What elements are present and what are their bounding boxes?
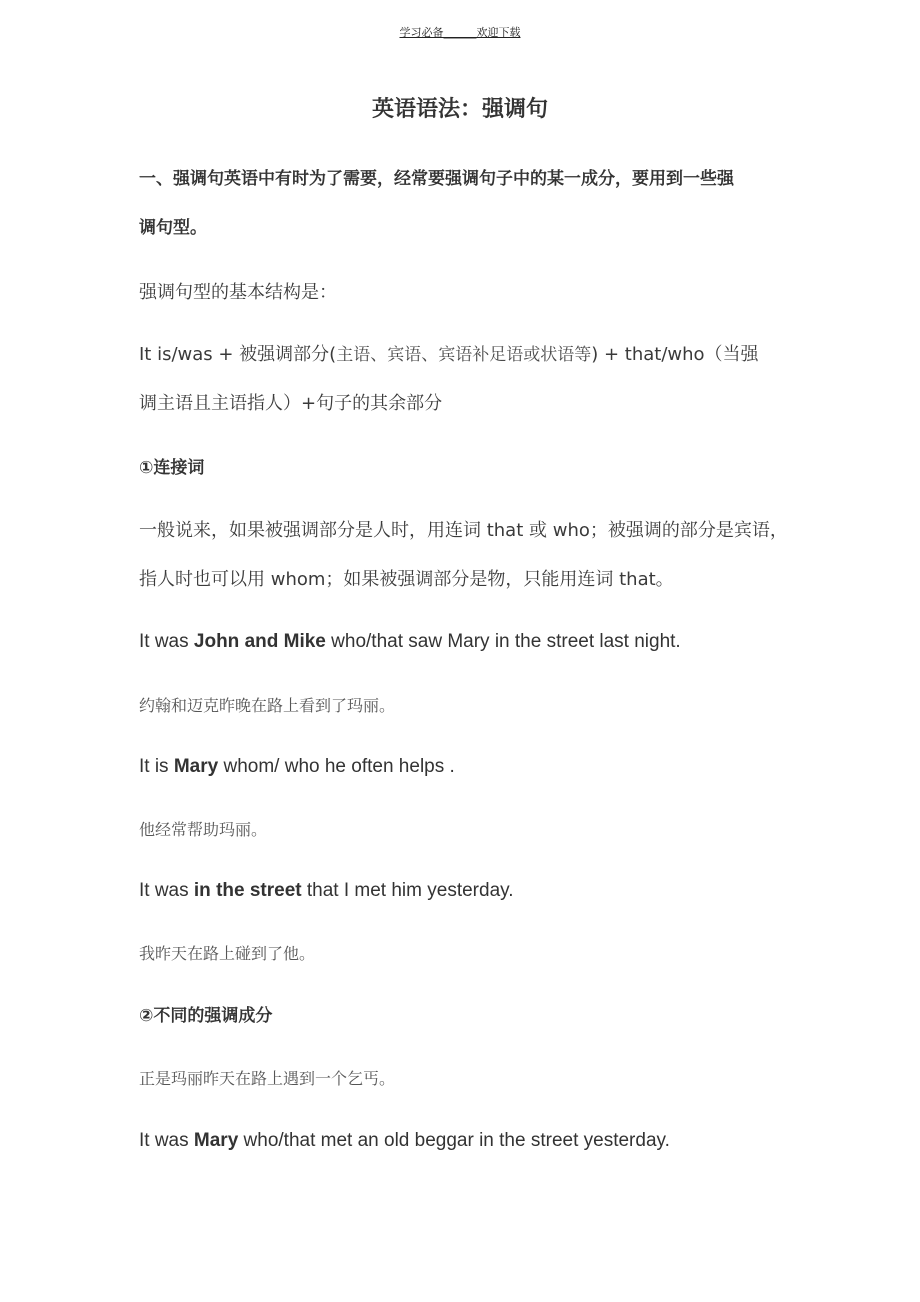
example-1-pre: It was <box>139 631 194 652</box>
structure-line1 <box>139 342 799 368</box>
example-translation-3: 我昨天在路上碰到了他。 <box>139 944 316 963</box>
example-translation-4: 正是玛丽昨天在路上遇到一个乞丐。 <box>139 1069 396 1088</box>
example-3-post: that I met him yesterday. <box>301 880 514 901</box>
connector-line2: 指人时也可以用 whom；如果被强调部分是物，只能用连词 that。 <box>139 569 674 590</box>
connector-line1: 一般说来，如果被强调部分是人时，用连词 that 或 who；被强调的部分是宾语， <box>139 520 788 541</box>
example-translation-1: 约翰和迈克昨晚在路上看到了玛丽。 <box>139 696 396 715</box>
example-2-post: whom/ who he often helps . <box>218 756 455 777</box>
example-3-emphasis: in the street <box>193 880 302 901</box>
header-right: 欢迎下载 <box>476 26 521 39</box>
example-translation-2: 他经常帮助玛丽。 <box>139 820 268 839</box>
basic-structure-label: 强调句型的基本结构是： <box>139 282 337 303</box>
document-title: 英语语法：强调句 <box>371 97 548 122</box>
example-sentence-1 <box>139 629 799 655</box>
sub2-heading: ②不同的强调成分 <box>139 1006 273 1026</box>
example-4-emphasis: Mary <box>193 1130 239 1151</box>
header-left: 学习必备 <box>399 26 444 39</box>
example-1-post: who/that saw Mary in the street last night. <box>325 631 681 652</box>
structure-part2: 主语、宾语、宾语补足语或状语等 <box>336 345 592 365</box>
example-sentence-2 <box>139 754 799 780</box>
structure-part3: ) + that/who（当强 <box>591 344 759 365</box>
structure-line2: 调主语且主语指人）+句子的其余部分 <box>139 393 443 414</box>
example-2-pre: It is <box>139 756 174 777</box>
example-3-pre: It was <box>139 880 194 901</box>
section1-line1: 一、强调句英语中有时为了需要，经常要强调句子中的某一成分，要用到一些强 <box>139 169 734 189</box>
sub1-heading: ①连接词 <box>139 458 205 478</box>
header-dashes: ______ <box>443 26 477 39</box>
page-header <box>0 24 920 40</box>
section1-line2: 调句型。 <box>139 218 207 238</box>
example-1-emphasis: John and Mike <box>193 631 326 652</box>
example-4-post: who/that met an old beggar in the street yesterday. <box>238 1130 670 1151</box>
example-sentence-4 <box>139 1128 799 1154</box>
example-sentence-3 <box>139 878 799 904</box>
structure-part1: It is/was + 被强调部分( <box>139 344 337 365</box>
example-2-emphasis: Mary <box>173 756 219 777</box>
example-4-pre: It was <box>139 1130 194 1151</box>
